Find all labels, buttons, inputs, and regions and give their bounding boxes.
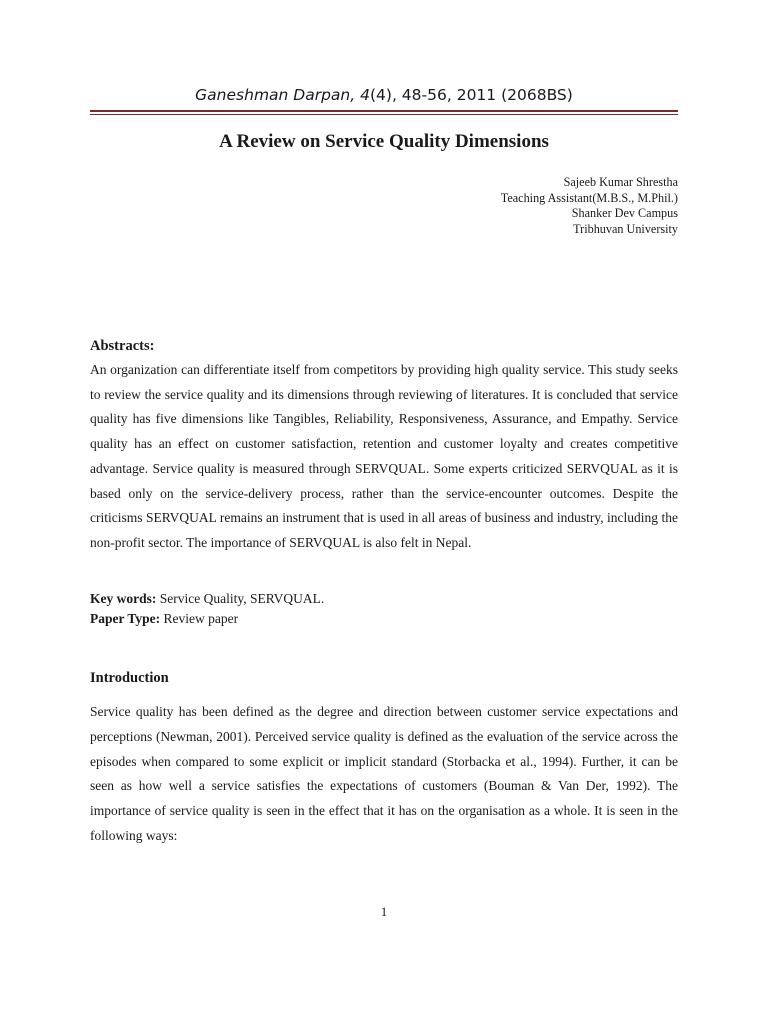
- author-name: Sajeeb Kumar Shrestha: [563, 175, 678, 189]
- header-rule-thick: [90, 110, 678, 112]
- author-position: Teaching Assistant(M.B.S., M.Phil.): [500, 190, 678, 205]
- author-campus: Shanker Dev Campus: [571, 206, 678, 220]
- journal-name: Ganeshman Darpan,: [195, 86, 356, 104]
- paper-type-label: Paper Type:: [90, 611, 161, 626]
- author-block: [501, 175, 678, 237]
- abstract-heading: Abstracts:: [90, 338, 155, 354]
- paper-type-line: [90, 611, 238, 627]
- keywords-label: Key words:: [90, 591, 157, 606]
- paper-title: A Review on Service Quality Dimensions: [219, 131, 549, 152]
- abstract-body: An organization can differentiate itself from competitors by providing high quality service. This study seeks to review the service quality and its dimensions through reviewing of literatures. It is concluded that service quality has five dimensions like Tangibles, Reliability, Responsiveness, Assurance, and Empathy. Service quality has an effect on customer satisfaction, retention and customer loyalty and creates competitive advantage. Service quality is measured through SERVQUAL. Some experts criticized SERVQUAL as it is based only on the service-delivery process, rather than the service-encounter outcomes. Despite the criticisms SERVQUAL remains an instrument that is used in all areas of business and industry, including the non-profit sector. The importance of SERVQUAL is also felt in Nepal.: [90, 362, 678, 550]
- journal-citation: (4), 48-56, 2011 (2068BS): [370, 86, 573, 104]
- journal-volume: 4: [360, 86, 370, 104]
- keywords-line: [90, 591, 324, 607]
- introduction-body: Service quality has been defined as the degree and direction between customer service expectations and perceptions (Newman, 2001). Perceived service quality is defined as the evaluation of the service across the episodes when compared to some explicit or implicit standard (Storbacka et al., 1994). Further, it can be seen as how well a service satisfies the expectations of customers (Bouman & Van Der, 1992). The importance of service quality is seen in the effect that it has on the organisation as a whole. It is seen in the following ways:: [90, 704, 678, 843]
- page-number: 1: [380, 904, 388, 919]
- header-rule-thin: [90, 114, 678, 115]
- author-university: Tribhuvan University: [573, 221, 678, 236]
- introduction-heading: Introduction: [90, 670, 169, 686]
- journal-header: [0, 86, 768, 104]
- keywords-value: Service Quality, SERVQUAL.: [159, 591, 325, 606]
- paper-type-value: Review paper: [163, 611, 239, 626]
